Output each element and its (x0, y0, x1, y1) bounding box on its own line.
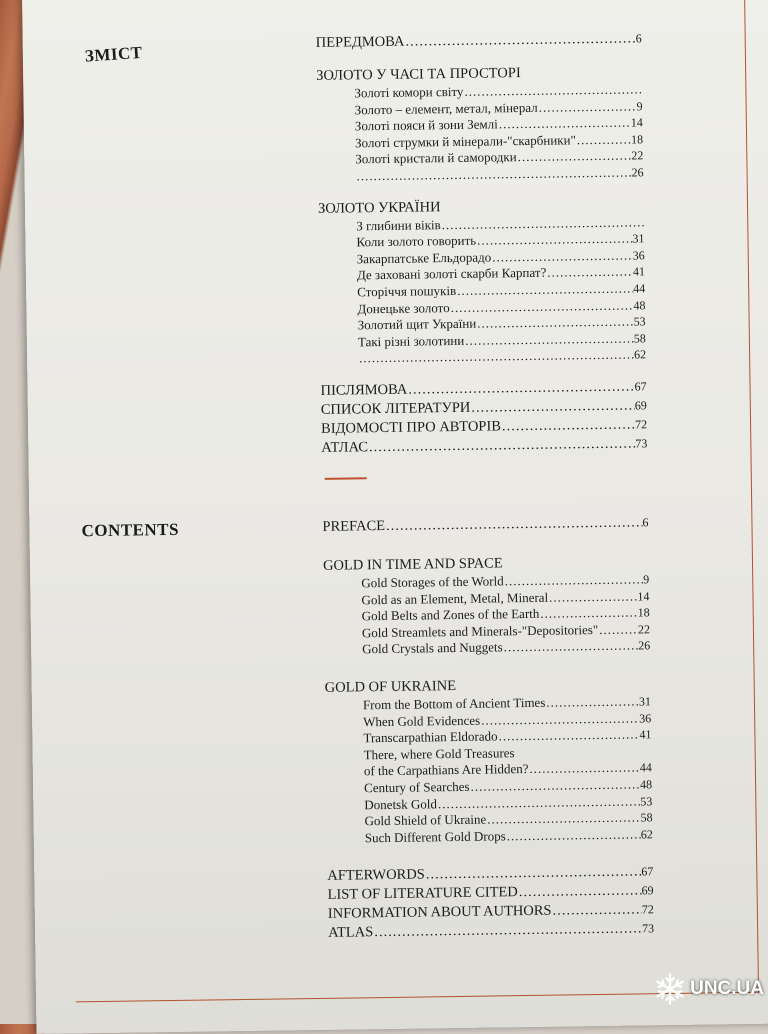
entry-page: 41 (639, 727, 652, 742)
entry-page: 26 (638, 638, 651, 653)
book-page (22, 0, 768, 1034)
english-contents-heading: CONTENTS (81, 519, 180, 541)
entry-title: СПИСОК ЛІТЕРАТУРИ (320, 399, 471, 418)
leader-dots (551, 901, 642, 921)
leader-dots (539, 605, 638, 623)
entry-title: Де заховані золоті скарби Карпат? (356, 265, 547, 283)
site-watermark (652, 964, 764, 1014)
leader-dots (506, 826, 641, 844)
entry-page: 53 (640, 793, 653, 808)
entry-page: 6 (642, 515, 649, 530)
entry-title: ПІСЛЯМОВА (320, 381, 408, 399)
entry-title: З глибини віків (356, 216, 441, 233)
entry-title: There, where Gold Treasures (363, 744, 515, 763)
entry-title: Донецьке золото (357, 299, 450, 316)
entry-title: ATLAS (328, 924, 374, 942)
entry-title: Такі різні золотини (357, 332, 465, 350)
entry-page: 36 (632, 248, 645, 263)
section-title: GOLD IN TIME AND SPACE (322, 555, 503, 574)
entry-title: ВІДОМОСТІ ПРО АВТОРІВ (320, 418, 502, 437)
entry-page: 14 (630, 115, 643, 130)
leader-dots (504, 571, 644, 590)
leader-dots (576, 131, 631, 148)
entry-title: Золоті струмки й мінерали-"скарбники" (355, 132, 576, 151)
leader-dots (518, 882, 642, 903)
leader-dots (385, 513, 643, 536)
entry-title: Such Different Gold Drops (364, 828, 506, 846)
entry-title: AFTERWORDS (327, 866, 425, 885)
entry-title: Золото – елемент, метал, мінерал (354, 99, 538, 117)
watermark-text: UNC.UA (690, 978, 764, 999)
leader-dots (517, 148, 632, 166)
entry-page: 18 (637, 605, 650, 620)
leader-dots (548, 588, 638, 606)
entry-page: 73 (635, 436, 648, 451)
entry-title: Золотий щит України (357, 315, 477, 333)
entry-page: 9 (636, 98, 643, 114)
snowflake-icon (652, 969, 688, 1009)
entry-title: Gold Shield of Ukraine (364, 811, 487, 829)
leader-dots (528, 760, 640, 778)
entry-page: 62 (640, 826, 653, 842)
entry-page: 26 (631, 165, 644, 180)
entry-page: 41 (632, 264, 646, 279)
entry-page: 36 (639, 710, 652, 726)
entry-title: Gold Belts and Zones of the Earth (361, 606, 540, 624)
entry-page: 58 (633, 331, 646, 346)
entry-page: 22 (631, 148, 644, 163)
entry-page: 44 (639, 760, 652, 775)
entry-title: Золоті кристали й самородки (355, 149, 517, 167)
entry-title: ПЕРЕДМОВА (315, 33, 405, 51)
entry-page: 69 (634, 398, 647, 413)
entry-title: Gold as an Element, Metal, Mineral (361, 589, 549, 607)
entry-title: of the Carpathians Are Hidden? (363, 761, 529, 779)
leader-dots (501, 415, 635, 436)
leader-dots (598, 621, 638, 638)
entry-page: 73 (642, 921, 655, 936)
entry-title: Сторіччя пошуків (357, 282, 457, 300)
entry-title: Gold Streamlets and Minerals-"Depositories" (361, 621, 599, 641)
leader-dots (545, 693, 639, 711)
entry-page: 48 (633, 297, 646, 313)
entry-title: Transcarpathian Eldorado (363, 728, 498, 746)
section-title: ЗОЛОТО УКРАЇНИ (317, 198, 441, 217)
section-title: ЗОЛОТО У ЧАСІ ТА ПРОСТОРІ (316, 65, 521, 84)
entry-title: АТЛАС (321, 439, 369, 456)
entry-page: 67 (641, 864, 654, 879)
entry-title: PREFACE (322, 517, 386, 535)
leader-dots (497, 727, 639, 746)
leader-dots (373, 920, 642, 943)
entry-page: 22 (637, 622, 651, 637)
entry-page: 62 (633, 347, 647, 362)
leader-dots (515, 755, 652, 757)
entry-page: 14 (637, 588, 650, 604)
entry-title: Золоті комори світу (354, 83, 464, 101)
leader-dots (498, 115, 631, 133)
leader-dots (491, 247, 633, 266)
entry-page: 44 (633, 281, 646, 296)
ukrainian-toc (316, 29, 648, 457)
leader-dots (503, 638, 639, 656)
entry-page: 48 (639, 777, 653, 792)
entry-page: 31 (638, 694, 652, 709)
section-title: GOLD OF UKRAINE (324, 677, 457, 696)
entry-title: Century of Searches (364, 778, 470, 796)
entry-page: 69 (641, 883, 654, 898)
entry-title: Gold Crystals and Nuggets (362, 639, 503, 657)
entry-title: LIST OF LITERATURE CITED (327, 884, 518, 904)
leader-dots (470, 396, 635, 417)
leader-dots (538, 98, 637, 116)
entry-title: Закарпатське Ельдорадо (356, 249, 492, 267)
entry-page: 9 (643, 572, 650, 587)
entry-page: 31 (632, 231, 645, 246)
entry-title: Gold Storages of the World (361, 573, 504, 591)
entry-title: When Gold Evidences (363, 712, 481, 729)
entry-title: From the Bottom of Ancient Times (362, 694, 546, 713)
entry-page: 58 (640, 810, 653, 825)
leader-dots (404, 29, 635, 51)
entry-page: 6 (635, 31, 642, 46)
entry-page: 18 (630, 132, 644, 147)
entry-page: 72 (641, 902, 654, 917)
leader-dots (368, 434, 636, 457)
entry-page: 53 (633, 314, 646, 329)
entry-page: 72 (634, 417, 648, 432)
entry-title: Donetsk Gold (364, 795, 438, 812)
english-toc (322, 513, 654, 943)
entry-title: Коли золото говорить (356, 232, 477, 250)
leader-dots (546, 264, 633, 282)
entry-title: INFORMATION ABOUT AUTHORS (327, 903, 552, 923)
entry-title: Золоті пояси й зони Землі (354, 116, 498, 134)
ukrainian-contents-heading: ЗМІСТ (84, 42, 144, 66)
entry-page: 67 (634, 379, 647, 394)
